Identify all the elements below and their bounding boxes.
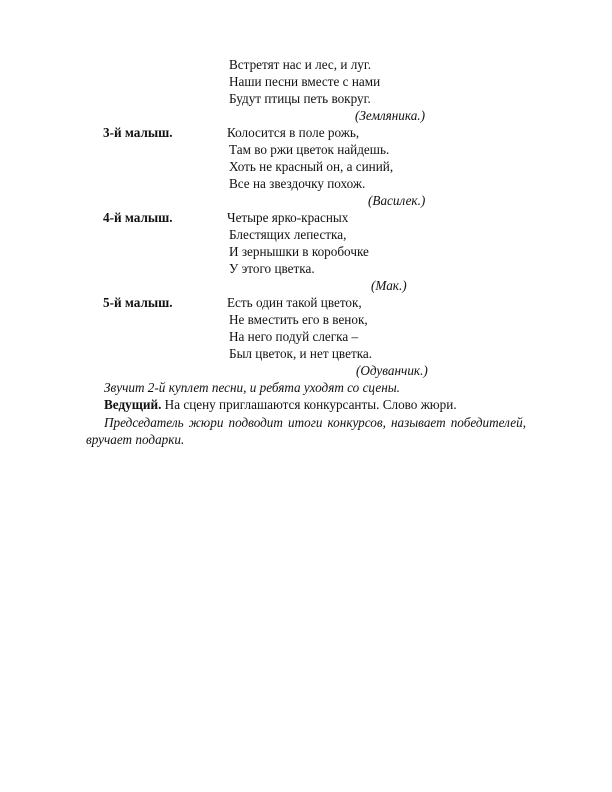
speaker-label: 3-й малыш. [103,125,173,140]
host-text: На сцену приглашаются конкурсанты. Слово жюри. [161,397,457,412]
speaker-label: 5-й малыш. [103,295,173,310]
poem-line: Хоть не красный он, а синий, [229,159,394,174]
stage-direction: Звучит 2-й куплет песни, и ребята уходят со сцены. [104,380,400,395]
host-line [104,396,457,413]
poem-line: Все на звездочку похож. [229,176,366,191]
riddle-answer: (Мак.) [371,278,407,293]
poem-line: Наши песни вместе с нами [229,74,381,89]
poem-line: Там во ржи цветок найдешь. [229,142,390,157]
closing-paragraph: Председатель жюри подводит итоги конкурсов, называет победителей, вручает подарки. [86,415,526,447]
poem-line: Был цветок, и нет цветка. [229,346,373,361]
poem-line: У этого цветка. [229,261,315,276]
speaker-label: 4-й малыш. [103,210,173,225]
poem-line: Четыре ярко-красных [227,210,349,225]
host-label: Ведущий. [104,397,162,412]
poem-line: Не вместить его в венок, [229,312,368,327]
poem-line: Блестящих лепестка, [229,227,347,242]
poem-line: Есть один такой цветок, [227,295,362,310]
riddle-answer: (Одуванчик.) [356,363,428,378]
poem-line: И зернышки в коробочке [229,244,369,259]
poem-line: Встретят нас и лес, и луг. [229,57,372,72]
poem-line: Будут птицы петь вокруг. [229,91,371,106]
riddle-answer: (Земляника.) [355,108,426,123]
poem-line: На него подуй слегка – [229,329,359,344]
poem-line: Колосится в поле рожь, [227,125,360,140]
riddle-answer: (Василек.) [368,193,426,208]
